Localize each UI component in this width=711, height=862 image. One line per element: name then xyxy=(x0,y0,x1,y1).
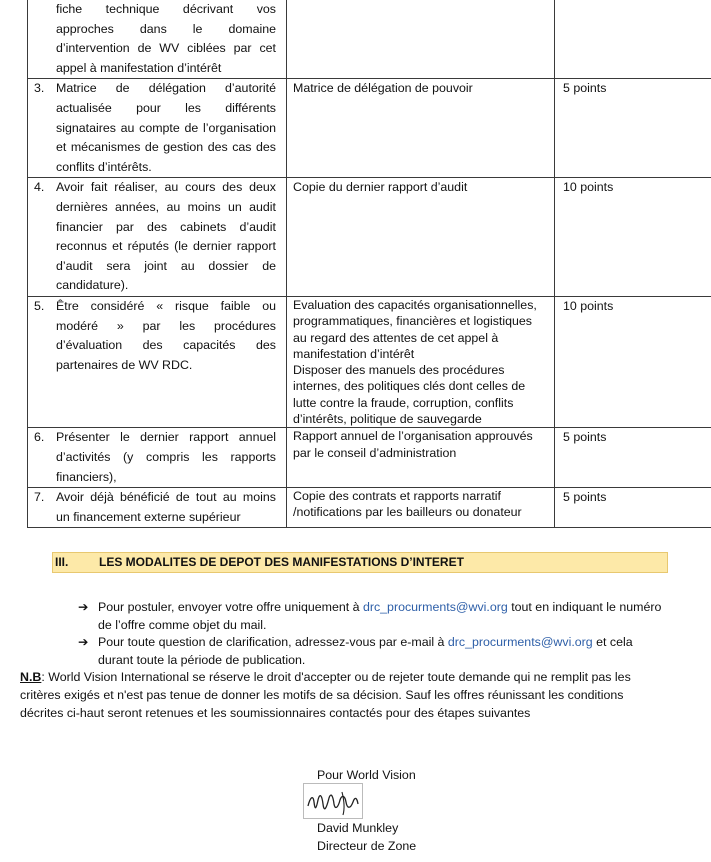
bullet-text-end: tout en indiquant le numéro de l’offre comme objet du mail. xyxy=(98,600,662,632)
signature-for: Pour World Vision xyxy=(317,768,416,782)
table-row xyxy=(28,178,711,297)
list-item xyxy=(78,634,670,669)
bullet-text xyxy=(98,599,670,634)
criterion-text: Matrice de délégation d’autorité actualisée pour les différents signataires au compte de l’organisation et mécanismes de gestion des cas des conflits d’intérêts. xyxy=(56,81,276,174)
table-row xyxy=(28,79,711,178)
points-cell xyxy=(555,0,711,79)
points-value: 5 points xyxy=(563,81,607,96)
criterion-text: Avoir fait réaliser, au cours des deux dernières années, au moins un audit financier par des cabinets d’audit reconnus et réputés (le dernier rapport d’audit sera joint au dossier de candidature). xyxy=(56,180,276,293)
email-link[interactable]: drc_procurments@wvi.org xyxy=(447,635,593,649)
email-link[interactable]: drc_procurments@wvi.org xyxy=(362,600,508,614)
list-item xyxy=(78,599,670,634)
points-cell xyxy=(555,79,711,178)
handwritten-signature xyxy=(303,783,363,819)
document-cell xyxy=(287,428,555,488)
required-document: Copie des contrats et rapports narratif /notifications par les bailleurs ou donateur xyxy=(293,489,522,520)
criterion-number: 5. xyxy=(34,298,45,313)
bullet-text xyxy=(98,634,670,669)
points-cell xyxy=(555,488,711,528)
signatory-name: David Munkley xyxy=(317,821,399,835)
criterion-number: 3. xyxy=(34,81,45,96)
required-document: Rapport annuel de l’organisation approuvés par le conseil d’administration xyxy=(293,429,533,460)
nota-bene xyxy=(20,668,670,722)
criterion-text: fiche technique décrivant vos approches dans le domaine d’intervention de WV ciblées par cet appel à manifestation d’intérêt xyxy=(56,2,276,75)
section-heading xyxy=(52,552,668,573)
document-cell xyxy=(287,296,555,427)
arrow-right-icon: ➔ xyxy=(78,600,89,614)
criterion-cell xyxy=(28,0,287,79)
document-cell xyxy=(287,178,555,297)
table-row xyxy=(28,0,711,79)
required-document: Matrice de délégation de pouvoir xyxy=(293,81,473,96)
points-cell xyxy=(555,296,711,427)
document-cell xyxy=(287,0,555,79)
criterion-text: Avoir déjà bénéficié de tout au moins un financement externe supérieur xyxy=(56,490,276,524)
criterion-cell xyxy=(28,488,287,528)
criterion-cell xyxy=(28,296,287,427)
required-document-extra: Disposer des manuels des procédures internes, des politiques clés dont celles de lutte contre la fraude, corruption, conflits d’intérêts, politique de sauvegarde xyxy=(293,363,526,427)
section-number: III. xyxy=(55,555,69,569)
document-cell xyxy=(287,79,555,178)
criterion-number xyxy=(34,0,56,78)
points-cell xyxy=(555,178,711,297)
criterion-text: Présenter le dernier rapport annuel d’activités (y compris les rapports financiers), xyxy=(56,430,276,484)
criterion-cell xyxy=(28,428,287,488)
criterion-number: 6. xyxy=(34,430,45,445)
criterion-number: 4. xyxy=(34,180,45,195)
table-row xyxy=(28,296,711,427)
criterion-number: 7. xyxy=(34,490,45,505)
document-cell xyxy=(287,488,555,528)
nota-bene-label: N.B xyxy=(20,670,42,684)
required-document: Evaluation des capacités organisationnelles, programmatiques, financières et logistiques au regard des attentes de cet appel à manifestation d’intérêt xyxy=(293,297,537,361)
points-value: 10 points xyxy=(563,180,614,195)
points-cell xyxy=(555,428,711,488)
criterion-cell xyxy=(28,79,287,178)
points-value: 5 points xyxy=(563,430,607,445)
points-value: 5 points xyxy=(563,490,607,505)
signatory-role: Directeur de Zone xyxy=(317,839,417,853)
criterion-cell xyxy=(28,178,287,297)
bullet-text-start: Pour postuler, envoyer votre offre uniquement à xyxy=(98,600,363,614)
required-document: Copie du dernier rapport d’audit xyxy=(293,180,468,195)
bullet-text-end: et cela durant toute la période de publication. xyxy=(98,635,633,667)
section-title: LES MODALITES DE DEPOT DES MANIFESTATIONS D’INTERET xyxy=(99,555,464,569)
signature-icon xyxy=(304,784,362,818)
table-row xyxy=(28,428,711,488)
nota-bene-text: : World Vision International se réserve le droit d'accepter ou de rejeter toute demande qui ne remplit pas les critères exigés et n'est pas tenue de donner les motifs de sa décision. Sauf les offres réunissant les conditions décrites ci-haut seront retenues et les soumissionnaires contactés pour des étapes suivantes xyxy=(20,670,631,720)
criterion-text: Être considéré « risque faible ou modéré » par les procédures d’évaluation des capacités des partenaires de WV RDC. xyxy=(56,298,276,372)
bullet-text-start: Pour toute question de clarification, adressez-vous par e-mail à xyxy=(98,635,448,649)
eligibility-criteria-table xyxy=(27,0,711,528)
table-row xyxy=(28,488,711,528)
arrow-right-icon: ➔ xyxy=(78,635,89,649)
points-value: 10 points xyxy=(563,298,614,313)
